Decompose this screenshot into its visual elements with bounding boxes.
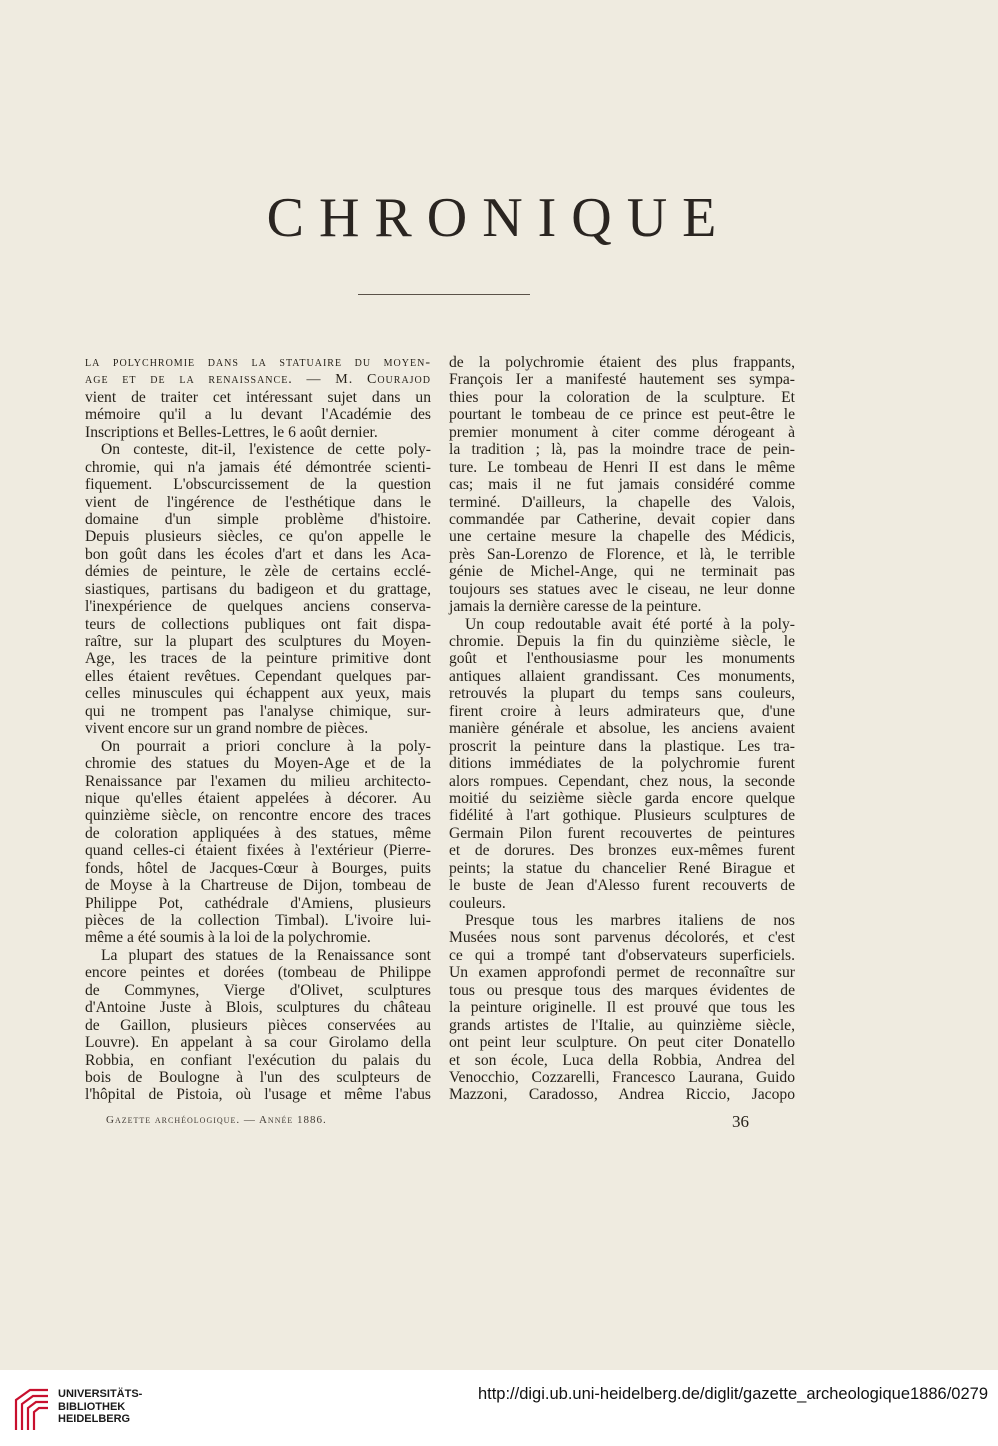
text-line: firent croire à leurs admirateurs que, d'une <box>449 702 795 720</box>
text-line: Robbia, en confiant l'exécution du palais du <box>85 1051 431 1069</box>
text-line: l'inexpérience de quelques anciens conserva- <box>85 598 431 616</box>
text-line: grands artistes de l'Italie, au quinzième siècle, <box>449 1016 795 1034</box>
text-line: démies de peinture, le zèle de certains ecclé- <box>85 563 431 581</box>
text-line: siastiques, partisans du badigeon et du grattage, <box>85 580 431 598</box>
text-line: goût et l'enthousiasme pour les monuments <box>449 650 795 668</box>
text-line: ture. Le tombeau de Henri II est dans le même <box>449 458 795 476</box>
running-footer: Gazette archéologique. — Année 1886. <box>106 1114 327 1126</box>
text-line: Presque tous les marbres italiens de nos <box>465 912 795 929</box>
text-line: Renaissance par l'examen du milieu architecto- <box>85 772 431 790</box>
text-line: celles minuscules qui échappent aux yeux, mais <box>85 685 431 703</box>
text-line: le buste de Jean d'Alesso furent recouverts de <box>449 877 795 895</box>
text-line: ce qui a trompé tant d'observateurs superficiels. <box>449 946 795 964</box>
text-line: cas; mais il ne fut jamais considéré comme <box>449 476 795 494</box>
text-line: manière générale et absolue, les anciens avaient <box>449 720 795 738</box>
library-name-line2: BIBLIOTHEK <box>58 1400 126 1413</box>
text-line: teurs de collections publiques ont fait dispa- <box>85 615 431 633</box>
text-line: Musées nous sont parvenus décolorés, et c'est <box>449 929 795 947</box>
text-line: et de dorures. Des bronzes eux-mêmes furent <box>449 842 795 860</box>
text-line: fidélité à l'art gothique. Plusieurs sculptures de <box>449 807 795 825</box>
text-line: de coloration appliquées à des statues, même <box>85 824 431 842</box>
text-line: bois de Boulogne à l'un des sculpteurs de <box>85 1068 431 1086</box>
text-line: domaine d'un simple problème d'histoire. <box>85 510 431 528</box>
text-line: On conteste, dit-il, l'existence de cette poly- <box>101 441 431 459</box>
text-line: vivent encore sur un grand nombre de pièces. <box>85 720 369 738</box>
text-line: la tradition ; là, pas la moindre trace de pein- <box>449 441 795 459</box>
text-line: age et de la renaissance. — M. Courajod <box>85 372 431 388</box>
library-name-line1: UNIVERSITÄTS- <box>58 1388 143 1400</box>
text-line: Un coup redoutable avait été porté à la poly- <box>465 615 795 633</box>
library-name-line3: HEIDELBERG <box>58 1413 131 1425</box>
library-footer-bar <box>0 1370 998 1446</box>
text-line: toujours ses statues avec le ciseau, ne leur donne <box>449 580 795 598</box>
text-line: jamais la dernière caresse de la peinture. <box>449 598 702 616</box>
title-rule <box>358 294 530 295</box>
text-line: vient de l'ingérence de l'esthétique dans le <box>85 493 431 511</box>
text-line: elles étaient revêtues. Cependant quelques par- <box>85 667 431 685</box>
text-line: la polychromie dans la statuaire du moyen- <box>85 355 431 370</box>
text-line: même a été soumis à la loi de la polychromie. <box>85 929 371 947</box>
text-line: nique qu'elles étaient appelées à décorer. Au <box>85 789 431 807</box>
text-line: pièces de la collection Timbal). L'ivoire lui- <box>85 912 431 929</box>
text-line: l'hôpital de Pistoia, où l'usage et même l'abus <box>85 1086 431 1104</box>
text-line: et son école, Luca della Robbia, Andrea del <box>449 1051 795 1069</box>
text-line: ont peint leur sculpture. On peut citer Donatello <box>449 1034 795 1052</box>
text-line: une certaine mesure la chapelle des Médicis, <box>449 528 795 546</box>
text-line: chromie, qui n'a jamais été démontrée scienti- <box>85 458 431 476</box>
text-line: antiques allaient grandissant. Ces monuments, <box>449 667 795 685</box>
text-line: pourtant le tombeau de ce prince est peut-être le <box>449 406 795 424</box>
text-line: Louvre). En appelant à sa cour Girolamo della <box>85 1034 431 1052</box>
text-line: mémoire qu'il a lu devant l'Académie des <box>85 406 431 424</box>
text-line: de Commynes, Vierge d'Olivet, sculptures <box>85 981 431 999</box>
left-text-column <box>85 354 431 1104</box>
text-line: génie de Michel-Ange, qui ne terminait pas <box>449 563 795 581</box>
text-line: premier monument à citer comme dérogeant à <box>449 423 795 441</box>
text-line: de Moyse à la Chartreuse de Dijon, tombeau de <box>85 877 431 895</box>
text-line: quinzième siècle, on rencontre encore des traces <box>85 807 431 825</box>
text-line: encore peintes et dorées (tombeau de Philippe <box>85 964 431 982</box>
text-line: fiquement. L'obscurcissement de la question <box>85 476 431 494</box>
text-line: vient de traiter cet intéressant sujet dans un <box>85 388 431 406</box>
text-line: proscrit la peinture dans la plastique. Les tra- <box>449 737 795 755</box>
text-line: près San-Lorenzo de Florence, et là, le terrible <box>449 545 795 563</box>
text-line: de Gaillon, plusieurs pièces conservées au <box>85 1016 431 1034</box>
text-line: Un examen approfondi permet de reconnaître sur <box>449 964 795 982</box>
library-logo-icon <box>12 1386 52 1432</box>
text-line: La plupart des statues de la Renaissance sont <box>101 946 431 964</box>
text-line: Mazzoni, Caradosso, Andrea Riccio, Jacopo <box>449 1086 795 1104</box>
text-line: raître, sur la plupart des sculptures du Moyen- <box>85 633 431 650</box>
text-line: couleurs. <box>449 894 506 912</box>
text-line: thies pour la coloration de la sculpture. Et <box>449 388 795 406</box>
page-number: 36 <box>732 1112 749 1131</box>
text-line: peints; la statue du chancelier René Birague et <box>449 859 795 877</box>
text-line: retrouvés la plupart du temps sans couleurs, <box>449 685 795 703</box>
text-line: Inscriptions et Belles-Lettres, le 6 août dernier. <box>85 423 378 441</box>
text-line: chromie. Depuis la fin du quinzième siècle, le <box>449 633 795 650</box>
text-line: Germain Pilon furent recouvertes de peintures <box>449 824 795 842</box>
text-line: bon goût dans les écoles d'art et dans les Aca- <box>85 545 431 563</box>
source-url[interactable]: http://digi.ub.uni-heidelberg.de/diglit/gazette_archeologique1886/0279 <box>477 1385 988 1403</box>
text-line: fonds, hôtel de Jacques-Cœur à Bourges, puits <box>85 859 431 877</box>
text-line: Venocchio, Cozzarelli, Francesco Laurana, Guido <box>449 1068 795 1086</box>
text-line: la peinture originelle. Il est prouvé que tous les <box>449 999 795 1017</box>
text-line: quand celles-ci étaient fixées à l'extérieur (Pierre- <box>85 842 431 860</box>
text-line: François Ier a manifesté hautement ses sympa- <box>449 371 795 389</box>
text-line: Philippe Pot, cathédrale d'Amiens, plusieurs <box>85 894 431 912</box>
text-line: moitié du seizième siècle garda encore quelque <box>449 789 795 807</box>
page-title: CHRONIQUE <box>266 187 732 249</box>
text-line: terminé. D'ailleurs, la chapelle des Valois, <box>449 493 795 511</box>
text-line: tous ou presque tous des marques évidentes de <box>449 981 795 999</box>
text-line: commandée par Catherine, devait copier dans <box>449 510 795 528</box>
right-text-column <box>449 354 795 1104</box>
library-name <box>58 1388 142 1426</box>
text-line: chromie des statues du Moyen-Age et de la <box>85 755 431 773</box>
text-line: Age, les traces de la peinture primitive dont <box>85 650 431 668</box>
text-line: qui ne trompent pas l'analyse chimique, sur- <box>85 702 431 720</box>
text-line: alors rompues. Cependant, chez nous, la seconde <box>449 772 795 790</box>
text-line: d'Antoine Juste à Blois, sculptures du château <box>85 999 431 1017</box>
text-line: Depuis plusieurs siècles, ce qu'on appelle le <box>85 528 431 546</box>
text-line: de la polychromie étaient des plus frappants, <box>449 354 795 371</box>
text-line: On pourrait a priori conclure à la poly- <box>101 737 431 755</box>
text-line: ditions immédiates de la polychromie furent <box>449 755 795 773</box>
